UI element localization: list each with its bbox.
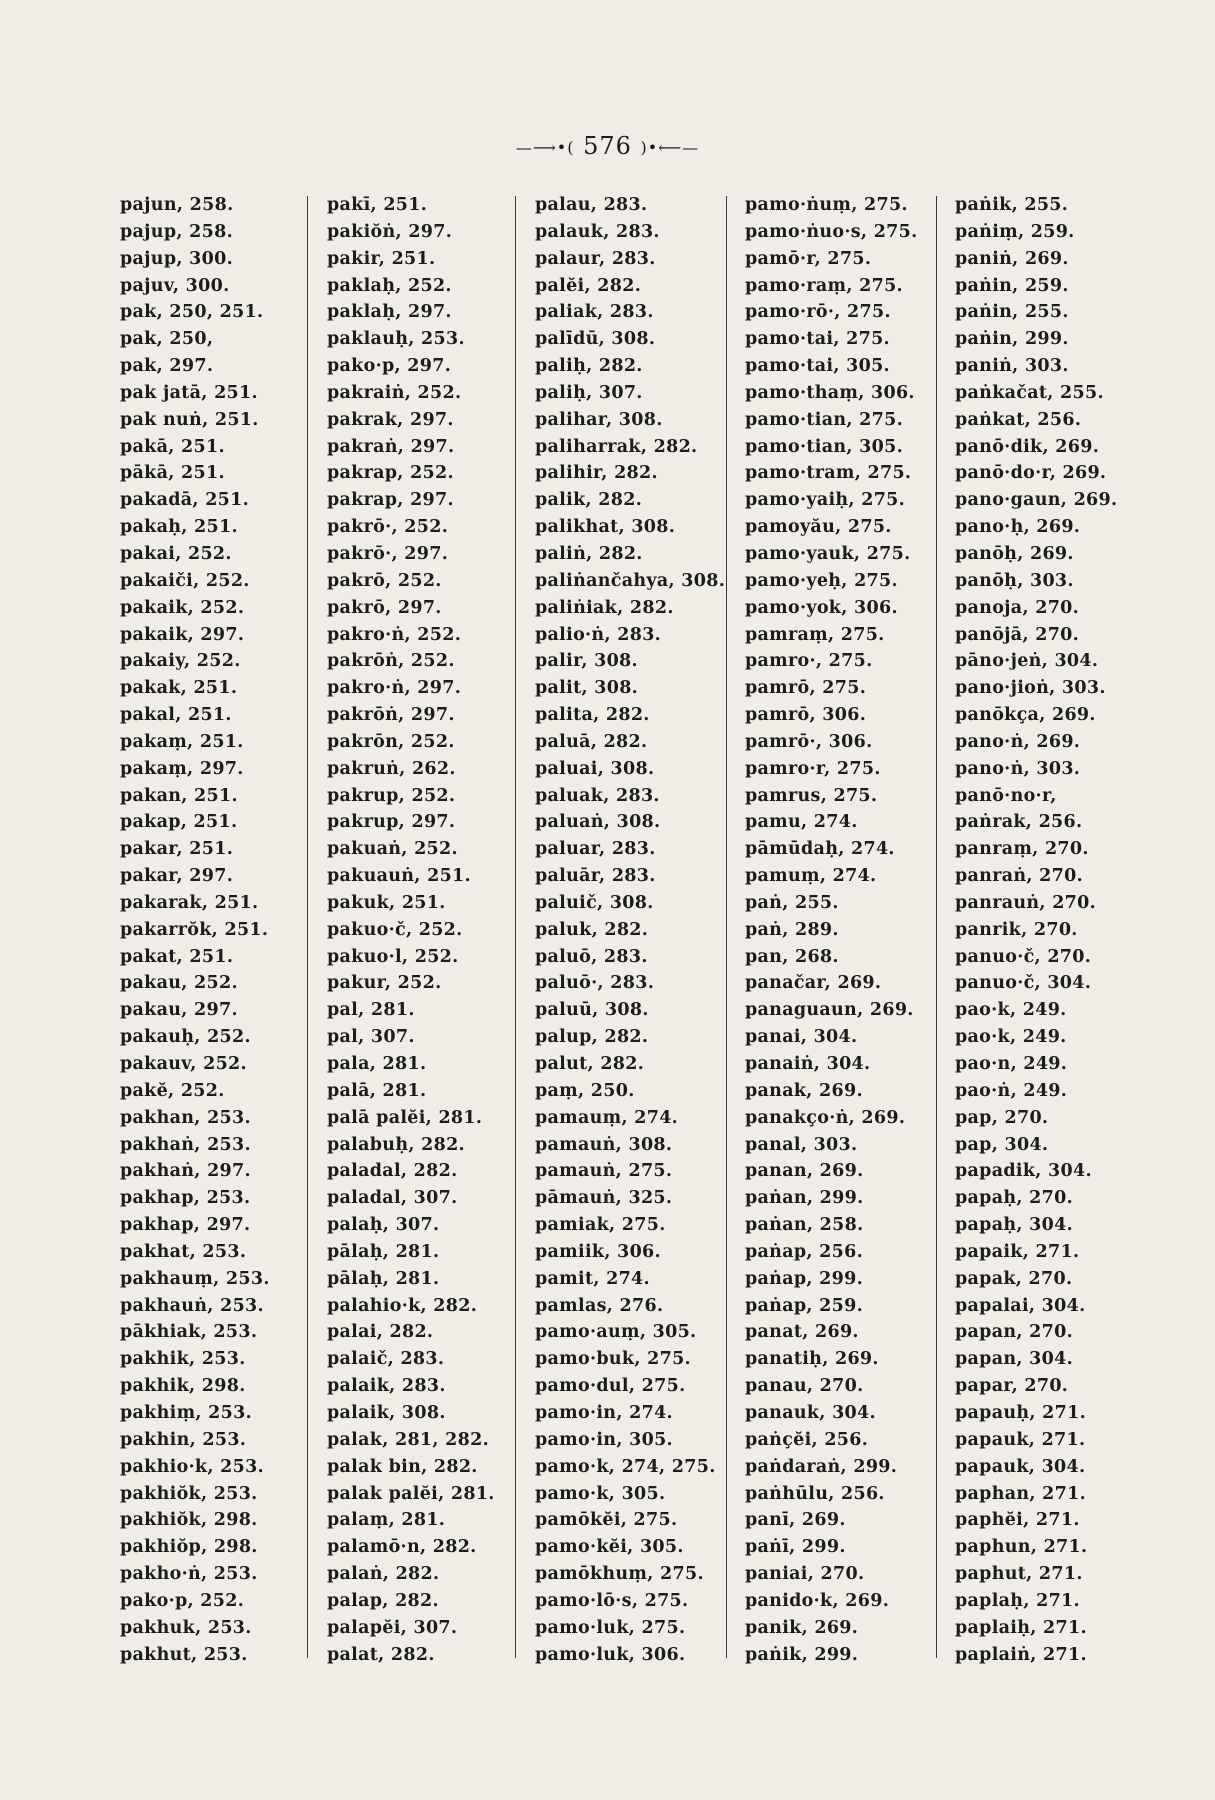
index-entry: paṅkat, 256. — [955, 409, 1082, 430]
index-entry: pano·ḥ, 269. — [955, 517, 1081, 538]
index-entry: pakaiy, 252. — [120, 651, 241, 672]
index-entry: panoja, 270. — [955, 597, 1080, 618]
index-entry: panī, 269. — [745, 1510, 846, 1531]
index-entry: pal, 307. — [327, 1027, 415, 1048]
index-entry: pakrō·, 252. — [327, 517, 449, 538]
index-entry: paluō, 283. — [535, 946, 648, 967]
index-entry: pamoyău, 275. — [745, 517, 892, 538]
left-ornament: —⟶•( — [515, 138, 575, 157]
index-entry: panō·no·r, — [955, 785, 1057, 806]
index-entry: pakho·ṅ, 253. — [120, 1564, 258, 1585]
index-entry: pakan, 251. — [120, 785, 238, 806]
index-entry: paṅ, 289. — [745, 919, 839, 940]
index-entry: pāno·jeṅ, 304. — [955, 651, 1099, 672]
index-entry: papaḥ, 304. — [955, 1215, 1073, 1236]
index-entry: palikhat, 308. — [535, 517, 676, 538]
index-entry: palau, 283. — [535, 195, 648, 215]
index-entry: paṅap, 259. — [745, 1295, 863, 1316]
index-entry: pakar, 251. — [120, 839, 234, 860]
index-entry: panat, 269. — [745, 1322, 859, 1343]
index-entry: pajup, 258. — [120, 221, 233, 242]
index-entry: pap, 270. — [955, 1107, 1049, 1128]
index-entry: pakro·ṅ, 297. — [327, 678, 462, 699]
index-entry: paṅ, 255. — [745, 892, 839, 913]
index-entry: pakhiŏk, 298. — [120, 1510, 258, 1531]
index-entry: pakrōṅ, 252. — [327, 651, 455, 672]
index-entry: papauḥ, 271. — [955, 1402, 1087, 1423]
index-entry: palabuḥ, 282. — [327, 1134, 465, 1155]
index-entry: panan, 269. — [745, 1161, 864, 1182]
index-entry: paluā, 282. — [535, 731, 648, 752]
index-entry: papaik, 271. — [955, 1241, 1080, 1262]
index-entry: pajuv, 300. — [120, 275, 230, 296]
index-entry: pakraṅ, 297. — [327, 436, 455, 457]
index-entry: pamo·thaṃ, 306. — [745, 382, 915, 403]
index-entry: panau, 270. — [745, 1376, 864, 1397]
index-entry: pamo·ṅuo·s, 275. — [745, 221, 918, 242]
index-entry: pakrap, 297. — [327, 490, 454, 511]
index-entry: pamauṃ, 274. — [535, 1107, 679, 1128]
index-entry: pamraṃ, 275. — [745, 624, 885, 645]
index-entry: paṃ, 250. — [535, 1080, 635, 1101]
index-entry: paṅan, 258. — [745, 1215, 864, 1236]
index-entry: paṅik, 299. — [745, 1644, 859, 1665]
index-entry: pakraiṅ, 252. — [327, 382, 462, 403]
index-column-5 — [955, 192, 1145, 1668]
index-entry: paṅan, 299. — [745, 1188, 864, 1209]
index-entry: pakat, 251. — [120, 946, 234, 967]
index-entry: pamo·in, 274. — [535, 1402, 673, 1423]
index-entry: pamōkĕi, 275. — [535, 1510, 678, 1531]
index-entry: paliḥ, 282. — [535, 356, 643, 377]
index-entry: pakhik, 253. — [120, 1349, 246, 1370]
index-entry: pakau, 252. — [120, 973, 238, 994]
index-entry: pamo·lō·s, 275. — [535, 1590, 689, 1611]
index-entry: pamo·ṅuṃ, 275. — [745, 195, 908, 215]
index-entry: pakal, 251. — [120, 705, 232, 726]
index-entry: pamo·tai, 275. — [745, 329, 890, 350]
index-entry: pakaik, 297. — [120, 624, 245, 645]
index-entry: paliak, 283. — [535, 302, 654, 323]
index-entry: pano·jioṅ, 303. — [955, 678, 1106, 699]
index-entry: pakhauṃ, 253. — [120, 1268, 270, 1289]
index-entry: paṅik, 255. — [955, 195, 1069, 215]
index-entry: paṅin, 255. — [955, 302, 1069, 323]
index-entry: pakuo·l, 252. — [327, 946, 459, 967]
index-entry: pamu, 274. — [745, 812, 858, 833]
index-entry: paluar, 283. — [535, 839, 656, 860]
index-entry: palak, 281, 282. — [327, 1429, 490, 1450]
index-entry: panačar, 269. — [745, 973, 882, 994]
index-entry: palaḥ, 307. — [327, 1215, 440, 1236]
index-entry: paṅī, 299. — [745, 1537, 846, 1558]
index-entry: paplaiṅ, 271. — [955, 1644, 1087, 1665]
column-divider — [936, 196, 937, 1658]
index-entry: pamō·r, 275. — [745, 248, 872, 269]
index-entry: pakai, 252. — [120, 543, 232, 564]
index-entry: papalai, 304. — [955, 1295, 1086, 1316]
index-entry: paṅrak, 256. — [955, 812, 1083, 833]
index-entry: pakhap, 297. — [120, 1215, 251, 1236]
index-entry: panō·dik, 269. — [955, 436, 1100, 457]
index-entry: palihir, 282. — [535, 463, 658, 484]
index-entry: paplaḥ, 271. — [955, 1590, 1080, 1611]
index-entry: pano·ṅ, 269. — [955, 731, 1081, 752]
index-column-3 — [535, 192, 725, 1668]
index-entry: pamo·tian, 275. — [745, 409, 903, 430]
index-entry: pak nuṅ, 251. — [120, 409, 259, 430]
index-entry: pakrōn, 252. — [327, 731, 455, 752]
index-entry: pakuo·č, 252. — [327, 919, 463, 940]
index-entry: pakhan, 253. — [120, 1107, 251, 1128]
index-entry: pamo·yok, 306. — [745, 597, 898, 618]
index-entry: paliharrak, 282. — [535, 436, 698, 457]
index-entry: paniṅ, 303. — [955, 356, 1069, 377]
index-entry: palaik, 283. — [327, 1376, 446, 1397]
index-entry: palapĕi, 307. — [327, 1617, 458, 1638]
index-entry: pamo·luk, 306. — [535, 1644, 686, 1665]
index-entry: pakruṅ, 262. — [327, 758, 456, 779]
index-entry: paṅçĕi, 256. — [745, 1429, 869, 1450]
index-entry: pamo·auṃ, 305. — [535, 1322, 697, 1343]
index-entry: pap, 304. — [955, 1134, 1049, 1155]
index-entry: paṅin, 299. — [955, 329, 1069, 350]
index-entry: pakrōṅ, 297. — [327, 705, 455, 726]
index-entry: pakaḥ, 251. — [120, 517, 238, 538]
index-entry: panal, 303. — [745, 1134, 858, 1155]
index-entry: paluai, 308. — [535, 758, 655, 779]
index-entry: pakrō·, 297. — [327, 543, 449, 564]
index-entry: pano·ṅ, 303. — [955, 758, 1081, 779]
index-entry: pamo·tian, 305. — [745, 436, 903, 457]
index-entry: pakrup, 252. — [327, 785, 456, 806]
index-entry: pakaṃ, 297. — [120, 758, 244, 779]
index-entry: paliṅ, 282. — [535, 543, 643, 564]
index-entry: pajun, 258. — [120, 195, 234, 215]
index-entry: panōḥ, 269. — [955, 543, 1074, 564]
index-entry: pakrup, 297. — [327, 812, 456, 833]
index-entry: pamo·yauk, 275. — [745, 543, 911, 564]
index-entry: pakaṃ, 251. — [120, 731, 244, 752]
index-entry: pālaḥ, 281. — [327, 1241, 440, 1262]
index-entry: pak, 250, 251. — [120, 302, 264, 323]
index-entry: pamiik, 306. — [535, 1241, 661, 1262]
index-entry: pakrō, 297. — [327, 597, 442, 618]
index-entry: palamō·n, 282. — [327, 1537, 477, 1558]
index-entry: paladal, 307. — [327, 1188, 458, 1209]
index-entry: paphun, 271. — [955, 1537, 1088, 1558]
index-entry: pakauv, 252. — [120, 1054, 247, 1074]
index-entry: paṅhūlu, 256. — [745, 1483, 885, 1504]
index-entry: paphut, 271. — [955, 1564, 1083, 1585]
index-entry: palaṅ, 282. — [327, 1564, 440, 1585]
index-entry: pakhuk, 253. — [120, 1617, 252, 1638]
index-entry: pano·gaun, 269. — [955, 490, 1118, 511]
index-entry: paṅkačat, 255. — [955, 382, 1104, 403]
index-entry: palir, 308. — [535, 651, 638, 672]
index-entry: pakhauṅ, 253. — [120, 1295, 264, 1316]
index-entry: pao·ṅ, 249. — [955, 1080, 1068, 1101]
index-entry: pan, 268. — [745, 946, 839, 967]
index-entry: pako·p, 297. — [327, 356, 452, 377]
index-entry: palio·ṅ, 283. — [535, 624, 662, 645]
index-entry: pamōkhuṃ, 275. — [535, 1564, 704, 1585]
index-entry: paluō·, 283. — [535, 973, 655, 994]
index-entry: palaṃ, 281. — [327, 1510, 446, 1531]
index-entry: pakhik, 298. — [120, 1376, 246, 1397]
index-entry: paklaḥ, 252. — [327, 275, 452, 296]
index-column-1 — [120, 192, 310, 1668]
index-entry: pamrus, 275. — [745, 785, 878, 806]
index-entry: pāmūdaḥ, 274. — [745, 839, 895, 860]
index-entry: paklauḥ, 253. — [327, 329, 465, 350]
index-entry: pakaik, 252. — [120, 597, 245, 618]
index-entry: pamlas, 276. — [535, 1295, 664, 1316]
index-entry: paliṅančahya, 308. — [535, 570, 726, 591]
index-entry: paluaṅ, 308. — [535, 812, 661, 833]
index-entry: pamrō, 306. — [745, 705, 867, 726]
index-entry: panauk, 304. — [745, 1402, 876, 1423]
index-entry: pakrak, 297. — [327, 409, 454, 430]
index-entry: pakhat, 253. — [120, 1241, 247, 1262]
index-entry: palihar, 308. — [535, 409, 663, 430]
index-entry: paphĕi, 271. — [955, 1510, 1080, 1531]
index-entry: pala, 281. — [327, 1054, 427, 1074]
index-entry: paṅin, 259. — [955, 275, 1069, 296]
index-entry: pamauṅ, 308. — [535, 1134, 673, 1155]
index-entry: pakiŏṅ, 297. — [327, 221, 453, 242]
index-entry: papauk, 271. — [955, 1429, 1086, 1450]
index-entry: pamo·kĕi, 305. — [535, 1537, 684, 1558]
index-entry: palai, 282. — [327, 1322, 434, 1343]
index-entry: paṅdaraṅ, 299. — [745, 1456, 898, 1477]
index-entry: pamo·yaiḥ, 275. — [745, 490, 906, 511]
index-entry: panōkça, 269. — [955, 705, 1096, 726]
index-entry: pak jatā, 251. — [120, 382, 258, 403]
index-entry: paniai, 270. — [745, 1564, 865, 1585]
index-entry: pakadā, 251. — [120, 490, 250, 511]
index-entry: pakauḥ, 252. — [120, 1027, 251, 1048]
index-entry: palak bin, 282. — [327, 1456, 478, 1477]
index-entry: paṅap, 256. — [745, 1241, 863, 1262]
index-entry: palaur, 283. — [535, 248, 656, 269]
index-entry: paladal, 282. — [327, 1161, 458, 1182]
index-entry: papauk, 304. — [955, 1456, 1086, 1477]
index-entry: pao·k, 249. — [955, 1027, 1067, 1048]
index-entry: pamo·k, 274, 275. — [535, 1456, 716, 1477]
index-entry: pāmauṅ, 325. — [535, 1188, 673, 1209]
index-entry: pakuk, 251. — [327, 892, 446, 913]
index-entry: pamit, 274. — [535, 1268, 650, 1289]
index-entry: pamo·raṃ, 275. — [745, 275, 903, 296]
index-entry: paluak, 283. — [535, 785, 660, 806]
index-entry: palaič, 283. — [327, 1349, 445, 1370]
index-entry: pakhiŏp, 298. — [120, 1537, 258, 1558]
index-entry: paklaḥ, 297. — [327, 302, 452, 323]
index-entry: papadik, 304. — [955, 1161, 1092, 1182]
index-entry: pao·n, 249. — [955, 1054, 1068, 1074]
index-entry: pamiak, 275. — [535, 1215, 666, 1236]
index-entry: pakĕ, 252. — [120, 1080, 225, 1101]
index-entry: panō·do·r, 269. — [955, 463, 1107, 484]
index-entry: pamrō, 275. — [745, 678, 867, 699]
index-entry: pākā, 251. — [120, 463, 225, 484]
index-entry: panraṅ, 270. — [955, 866, 1083, 887]
index-entry: paluk, 282. — [535, 919, 649, 940]
index-entry: panido·k, 269. — [745, 1590, 890, 1611]
index-entry: palup, 282. — [535, 1027, 649, 1048]
index-entry: panrauṅ, 270. — [955, 892, 1097, 913]
index-entry: pamo·in, 305. — [535, 1429, 673, 1450]
index-entry: papak, 270. — [955, 1268, 1073, 1289]
index-entry: panatiḥ, 269. — [745, 1349, 879, 1370]
index-entry: panuo·č, 304. — [955, 973, 1092, 994]
index-entry: pakhaṅ, 297. — [120, 1161, 251, 1182]
index-entry: palat, 282. — [327, 1644, 435, 1665]
index-entry: pamrō·, 306. — [745, 731, 873, 752]
index-entry: panai, 304. — [745, 1027, 858, 1048]
index-entry: pajup, 300. — [120, 248, 233, 269]
index-entry: palā, 281. — [327, 1080, 427, 1101]
index-entry: palĕi, 282. — [535, 275, 642, 296]
index-entry: pak, 297. — [120, 356, 214, 377]
index-entry: paluār, 283. — [535, 866, 656, 887]
index-entry: pal, 281. — [327, 1000, 415, 1021]
index-entry: pakrap, 252. — [327, 463, 454, 484]
index-entry: palak palĕi, 281. — [327, 1483, 495, 1504]
index-entry: panraṃ, 270. — [955, 839, 1089, 860]
index-entry: pakir, 251. — [327, 248, 436, 269]
index-entry: pakur, 252. — [327, 973, 442, 994]
index-entry: pamo·tram, 275. — [745, 463, 912, 484]
index-entry: paluū, 308. — [535, 1000, 649, 1021]
index-entry: pao·k, 249. — [955, 1000, 1067, 1021]
index-entry: panakço·ṅ, 269. — [745, 1107, 906, 1128]
index-entry: pak, 250, — [120, 329, 214, 350]
index-entry: pakhiṃ, 253. — [120, 1402, 252, 1423]
index-entry: pakuaṅ, 252. — [327, 839, 458, 860]
page-number: 576 — [583, 132, 632, 160]
index-entry: panaguaun, 269. — [745, 1000, 914, 1021]
index-entry: papan, 304. — [955, 1349, 1073, 1370]
index-entry: paplaiḥ, 271. — [955, 1617, 1087, 1638]
index-entry: palīdū, 308. — [535, 329, 656, 350]
index-entry: panak, 269. — [745, 1080, 863, 1101]
index-entry: panik, 269. — [745, 1617, 859, 1638]
index-entry: pamo·tai, 305. — [745, 356, 890, 377]
page-header — [0, 132, 1215, 160]
index-entry: palita, 282. — [535, 705, 650, 726]
index-entry: paliḥ, 307. — [535, 382, 643, 403]
index-entry: pakhap, 253. — [120, 1188, 251, 1209]
index-entry: pakaiči, 252. — [120, 570, 250, 591]
index-entry: panōḥ, 303. — [955, 570, 1074, 591]
index-entry: paṅap, 299. — [745, 1268, 863, 1289]
index-entry: pamo·dul, 275. — [535, 1376, 686, 1397]
index-entry: pākhiak, 253. — [120, 1322, 258, 1343]
column-divider — [726, 196, 727, 1658]
index-entry: paluič, 308. — [535, 892, 654, 913]
index-entry: pamo·rō·, 275. — [745, 302, 891, 323]
index-entry: paniṅ, 269. — [955, 248, 1069, 269]
index-entry: palap, 282. — [327, 1590, 439, 1611]
index-entry: pakar, 297. — [120, 866, 234, 887]
index-entry: pamo·k, 305. — [535, 1483, 666, 1504]
index-entry: pamo·luk, 275. — [535, 1617, 686, 1638]
index-entry: pakau, 297. — [120, 1000, 238, 1021]
right-ornament: )•⟵— — [640, 138, 700, 157]
index-entry: papan, 270. — [955, 1322, 1073, 1343]
index-column-4 — [745, 192, 935, 1668]
index-entry: pakā, 251. — [120, 436, 225, 457]
index-column-2 — [327, 192, 517, 1668]
index-entry: palut, 282. — [535, 1054, 645, 1074]
index-entry: paliṅiak, 282. — [535, 597, 674, 618]
index-entry: pakarrŏk, 251. — [120, 919, 269, 940]
index-entry: palauk, 283. — [535, 221, 660, 242]
index-entry: panuo·č, 270. — [955, 946, 1092, 967]
index-entry: paphan, 271. — [955, 1483, 1087, 1504]
index-entry: pakhio·k, 253. — [120, 1456, 264, 1477]
index-entry: palahio·k, 282. — [327, 1295, 478, 1316]
index-entry: papar, 270. — [955, 1376, 1069, 1397]
index-entry: pamuṃ, 274. — [745, 866, 877, 887]
index-entry: pamo·yeḥ, 275. — [745, 570, 898, 591]
index-entry: pakap, 251. — [120, 812, 238, 833]
index-entry: pālaḥ, 281. — [327, 1268, 440, 1289]
index-entry: pamauṅ, 275. — [535, 1161, 673, 1182]
index-entry: panōjā, 270. — [955, 624, 1080, 645]
index-entry: pakro·ṅ, 252. — [327, 624, 462, 645]
index-entry: panaiṅ, 304. — [745, 1054, 871, 1074]
index-entry: pakak, 251. — [120, 678, 238, 699]
index-entry: pamro·, 275. — [745, 651, 873, 672]
index-entry: palik, 282. — [535, 490, 643, 511]
index-entry: pako·p, 252. — [120, 1590, 245, 1611]
index-entry: pamro·r, 275. — [745, 758, 881, 779]
index-entry: pakhut, 253. — [120, 1644, 248, 1665]
index-entry: palaik, 308. — [327, 1402, 446, 1423]
index-entry: pakuauṅ, 251. — [327, 866, 471, 887]
index-entry: pamo·buk, 275. — [535, 1349, 691, 1370]
index-entry: pakhiŏk, 253. — [120, 1483, 258, 1504]
index-entry: pakhaṅ, 253. — [120, 1134, 251, 1155]
index-entry: palit, 308. — [535, 678, 639, 699]
index-entry: papaḥ, 270. — [955, 1188, 1073, 1209]
index-entry: pakī, 251. — [327, 195, 428, 215]
index-entry: pakhin, 253. — [120, 1429, 247, 1450]
index-entry: palā palĕi, 281. — [327, 1107, 483, 1128]
index-entry: pakarak, 251. — [120, 892, 259, 913]
index-entry: paṅiṃ, 259. — [955, 221, 1075, 242]
index-entry: pakrō, 252. — [327, 570, 442, 591]
index-entry: panrik, 270. — [955, 919, 1078, 940]
